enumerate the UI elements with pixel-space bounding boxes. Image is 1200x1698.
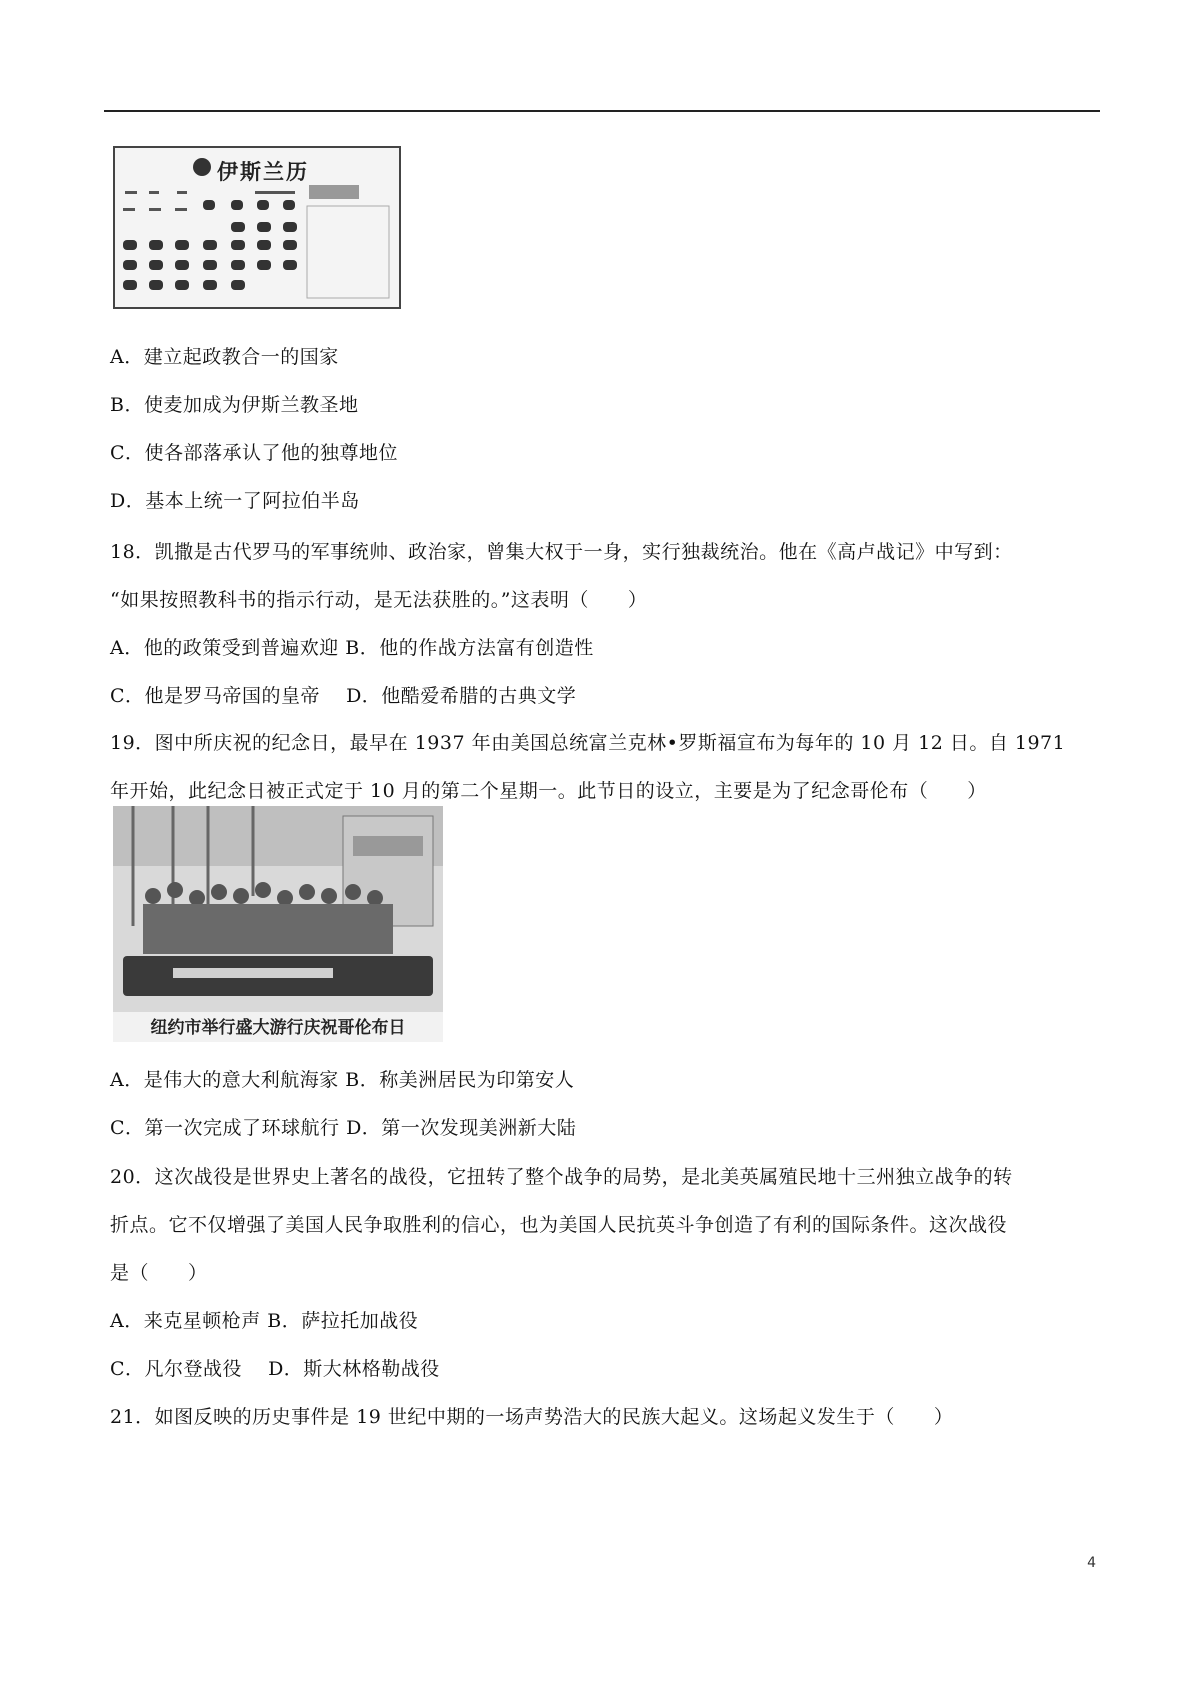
photo-caption: 纽约市举行盛大游行庆祝哥伦布日 (150, 1018, 406, 1038)
q20-stem-line1: 20．这次战役是世界史上著名的战役，它扭转了整个战争的局势，是北美英属殖民地十三州独立战争的转 (110, 1166, 1013, 1188)
q17-option-a: A．建立起政教合一的国家 (110, 346, 339, 368)
q20-options-ab: A．来克星顿枪声 B．萨拉托加战役 (110, 1310, 419, 1332)
q18-options-cd: C．他是罗马帝国的皇帝 D．他酷爱希腊的古典文学 (110, 685, 577, 707)
calendar-grid (115, 148, 399, 307)
q17-option-d: D．基本上统一了阿拉伯半岛 (110, 490, 360, 512)
q18-stem-line1: 18．凯撒是古代罗马的军事统帅、政治家，曾集大权于一身，实行独裁统治。他在《高卢战记》中写到： (110, 541, 1013, 563)
parade-illustration (113, 806, 443, 1042)
q20-options-cd: C．凡尔登战役 D．斯大林格勒战役 (110, 1358, 440, 1380)
columbus-day-parade-photo (113, 806, 443, 1042)
q19-options-ab: A．是伟大的意大利航海家 B．称美洲居民为印第安人 (110, 1069, 575, 1091)
q21-stem-line1: 21．如图反映的历史事件是 19 世纪中期的一场声势浩大的民族大起义。这场起义发生于（ ） (110, 1406, 954, 1428)
page-number: 4 (1087, 1555, 1096, 1571)
q17-option-b: B．使麦加成为伊斯兰教圣地 (110, 394, 359, 416)
header-rule (104, 110, 1100, 112)
q19-stem-line1: 19．图中所庆祝的纪念日，最早在 1937 年由美国总统富兰克林•罗斯福宣布为每年的 10 月 12 日。自 1971 (110, 732, 1066, 754)
q20-stem-line3: 是（ ） (110, 1262, 208, 1284)
calendar-title: 伊斯兰历 (217, 160, 309, 184)
q20-stem-line2: 折点。它不仅增强了美国人民争取胜利的信心，也为美国人民抗英斗争创造了有利的国际条件。这次战役 (110, 1214, 1008, 1236)
q19-options-cd: C．第一次完成了环球航行 D．第一次发现美洲新大陆 (110, 1117, 577, 1139)
q17-option-c: C．使各部落承认了他的独尊地位 (110, 442, 399, 464)
q18-options-ab: A．他的政策受到普遍欢迎 B．他的作战方法富有创造性 (110, 637, 594, 659)
islamic-calendar-image (113, 146, 401, 309)
q19-stem-line2: 年开始，此纪念日被正式定于 10 月的第二个星期一。此节日的设立，主要是为了纪念哥伦布（ ） (110, 780, 987, 802)
q18-stem-line2: “如果按照教科书的指示行动，是无法获胜的。”这表明（ ） (110, 589, 648, 611)
